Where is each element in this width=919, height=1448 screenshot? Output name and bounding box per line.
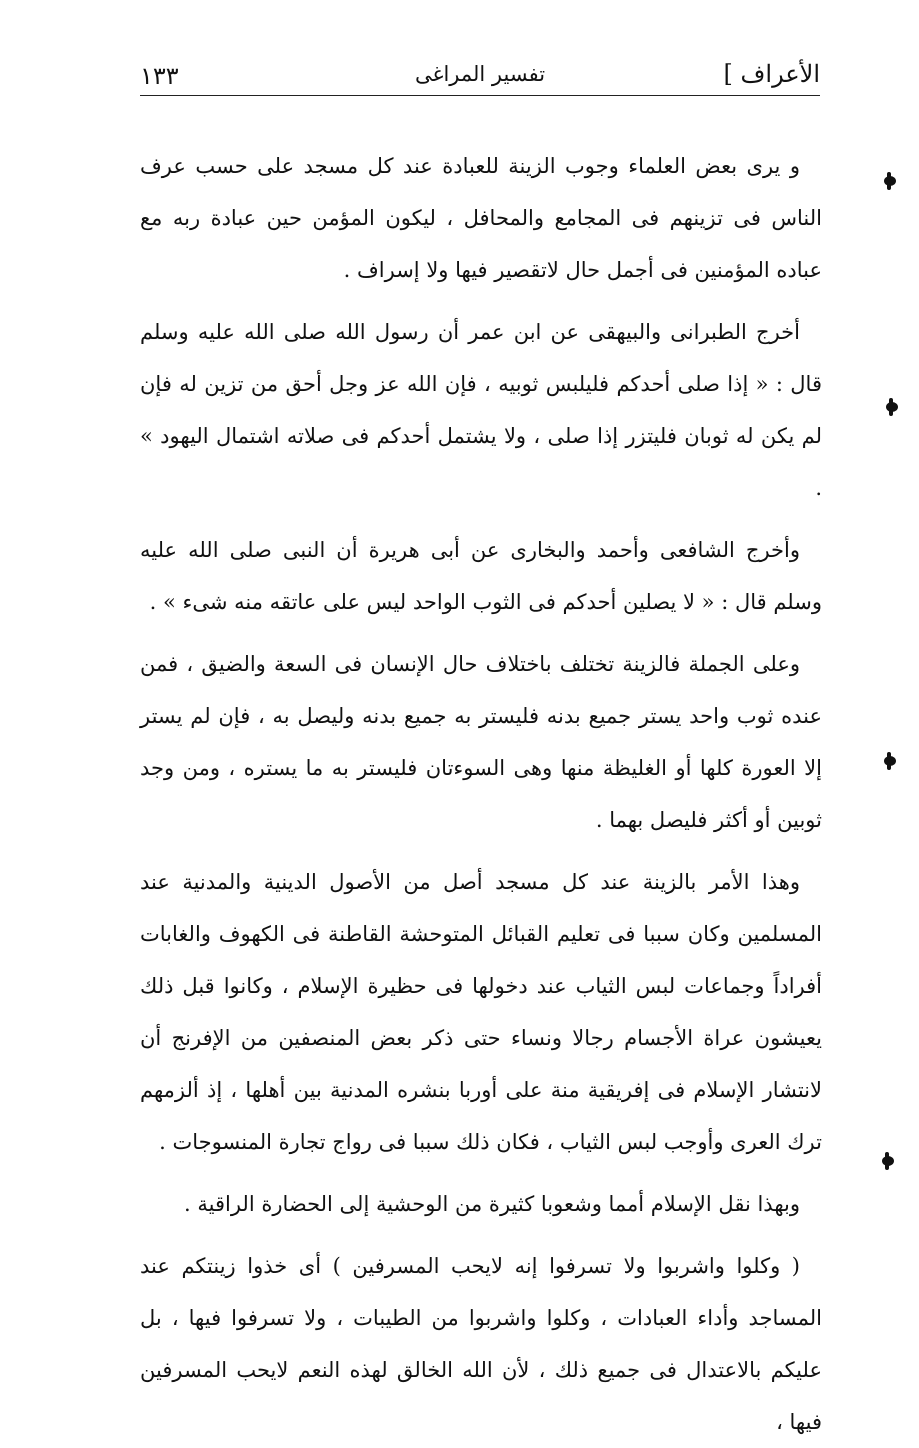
margin-mark (884, 176, 896, 186)
page-number: ١٣٣ (140, 62, 179, 90)
book-title: تفسير المراغى (414, 62, 546, 86)
paragraph: وعلى الجملة فالزينة تختلف باختلاف حال الإنسان فى السعة والضيق ، فمن عنده ثوب واحد يستر جميع بدنه فليستر به جميع بدنه وليصل به ، فإن لم يستر إلا العورة كلها أو الغليظة منها وهى السوءتان فليستر به ما يستره ، ومن وجد ثوبين أو أكثر فليصل بهما . (140, 652, 822, 832)
margin-mark (886, 402, 898, 412)
page-header (140, 58, 820, 96)
paragraph: أخرج الطبرانى والبيهقى عن ابن عمر أن رسول الله صلى الله عليه وسلم قال : « إذا صلى أحدكم فليلبس ثوبيه ، فإن الله عز وجل أحق من تزين له فإن لم يكن له ثوبان فليتزر إذا صلى ، ولا يشتمل أحدكم فى صلاته اشتمال اليهود » . (140, 320, 822, 500)
paragraph: وبهذا نقل الإسلام أمما وشعوبا كثيرة من الوحشية إلى الحضارة الراقية . (184, 1192, 800, 1216)
paragraph: و يرى بعض العلماء وجوب الزينة للعبادة عند كل مسجد على حسب عرف الناس فى تزينهم فى المجامع والمحافل ، ليكون المؤمن حين عبادة ربه مع عباده المؤمنين فى أجمل حال لاتقصير فيها ولا إسراف . (140, 154, 822, 282)
header-rule (140, 95, 820, 96)
margin-mark (882, 1156, 894, 1166)
surah-title: الأعراف ] (723, 60, 820, 88)
paragraph: وهذا الأمر بالزينة عند كل مسجد أصل من الأصول الدينية والمدنية عند المسلمين وكان سببا فى تعليم القبائل المتوحشة القاطنة فى الكهوف والغابات أفراداً وجماعات لبس الثياب عند دخولها فى حظيرة الإسلام ، وكانوا قبل ذلك يعيشون عراة الأجسام رجالا ونساء حتى ذكر بعض المنصفين من الإفرنج أن لانتشار الإسلام فى إفريقية منة على أوربا بنشره المدنية بين أهلها ، إذ ألزمهم ترك العرى وأوجب لبس الثياب ، فكان ذلك سببا فى رواج تجارة المنسوجات . (140, 870, 822, 1154)
margin-mark (884, 756, 896, 766)
body-text (140, 140, 822, 1448)
paragraph: ( وكلوا واشربوا ولا تسرفوا إنه لايحب المسرفين ) أى خذوا زينتكم عند المساجد وأداء العبادات ، وكلوا واشربوا من الطيبات ، ولا تسرفوا فيها ، بل عليكم بالاعتدال فى جميع ذلك ، لأن الله الخالق لهذه النعم لايحب المسرفين فيها ، (140, 1254, 822, 1434)
paragraph: وأخرج الشافعى وأحمد والبخارى عن أبى هريرة أن النبى صلى الله عليه وسلم قال : « لا يصلين أحدكم فى الثوب الواحد ليس على عاتقه منه شىء » . (140, 538, 822, 614)
